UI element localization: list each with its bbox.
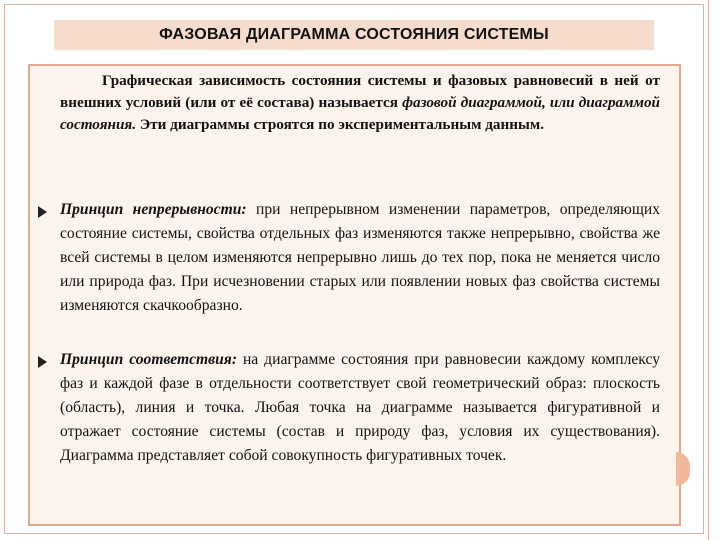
bullet-arrow-icon xyxy=(38,206,47,218)
intro-paragraph xyxy=(60,70,660,136)
intro-text-start: Графическая зависимость состояния системы и фазовых равновесий в ней от внешних условий (или от её состава) называется xyxy=(60,72,660,111)
right-edge-line xyxy=(708,0,709,540)
bullet-arrow-icon xyxy=(38,356,47,368)
bullet-correspondence xyxy=(60,348,660,468)
bullet-lead: Принцип соответствия: xyxy=(60,351,238,368)
content-box xyxy=(28,64,681,526)
bullet-text: на диаграмме состояния при равновесии каждому комплексу фаз и каждой фазе в отдельности соответствует свой геометрический образ: плоскость (область), линия и точка. Любая точка на диаграмме называется фигуративной и отражает состояние системы (состав и природу фаз, условия их существования). Диаграмма представляет собой совокупность фигуративных точек. xyxy=(60,351,660,464)
slide-title: ФАЗОВАЯ ДИАГРАММА СОСТОЯНИЯ СИСТЕМЫ xyxy=(159,26,549,43)
title-bar xyxy=(54,20,654,50)
bullet-lead: Принцип непрерывности: xyxy=(60,201,247,218)
intro-text-end: Эти диаграммы строятся по экспериментальным данным. xyxy=(136,116,544,133)
intro-emphasis: фазовой диаграммой, или диаграммой состояния. xyxy=(60,94,660,133)
bullet-continuity xyxy=(60,198,660,318)
bullet-text: при непрерывном изменении параметров, определяющих состояние системы, свойства отдельных фаз изменяются также непрерывно, свойства же всей системы в целом изменяются непрерывно лишь до тех пор, пока не меняется число или природа фаз. При исчезновении старых или появлении новых фаз свойства системы изменяются скачкообразно. xyxy=(60,201,660,314)
